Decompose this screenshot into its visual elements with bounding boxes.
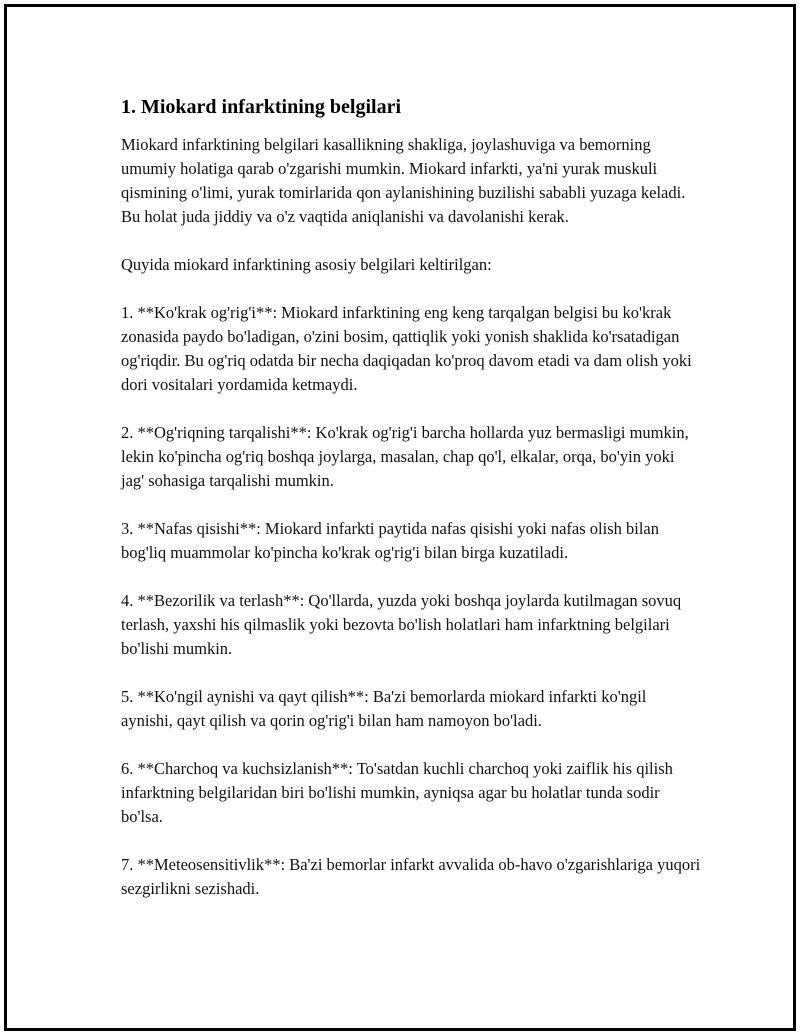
- symptom-item-3: 3. **Nafas qisishi**: Miokard infarkti paytida nafas qisishi yoki nafas olish bilan bog'liq muammolar ko'pincha ko'krak og'rig'i bilan birga kuzatiladi.: [121, 519, 659, 562]
- symptom-item-7: 7. **Meteosensitivlik**: Ba'zi bemorlar infarkt avvalida ob-havo o'zgarishlariga yuqori sezgirlikni sezishadi.: [121, 855, 701, 898]
- symptom-item-2: 2. **Og'riqning tarqalishi**: Ko'krak og'rig'i barcha hollarda yuz bermasligi mumkin, lekin ko'pincha og'riq boshqa joylarga, masalan, chap qo'l, elkalar, orqa, bo'yin yoki jag' sohasiga tarqalishi mumkin.: [121, 423, 689, 490]
- symptom-item-4: 4. **Bezorilik va terlash**: Qo'llarda, yuzda yoki boshqa joylarda kutilmagan sovuq terlash, yaxshi his qilmaslik yoki bezovta bo'lish holatlari ham infarktning belgilari bo'lishi mumkin.: [121, 591, 682, 658]
- page-frame: [4, 4, 796, 1031]
- list-intro-paragraph: Quyida miokard infarktining asosiy belgilari keltirilgan:: [121, 255, 492, 274]
- document-title: 1. Miokard infarktining belgilari: [121, 96, 402, 118]
- symptom-item-1: 1. **Ko'krak og'rig'i**: Miokard infarktining eng keng tarqalgan belgisi bu ko'krak zonasida paydo bo'ladigan, o'zini bosim, qattiqlik yoki yonish shaklida ko'rsatadigan og'riqdir. Bu og'riq odatda bir necha daqiqadan ko'proq davom etadi va dam olish yoki dori vositalari yordamida ketmaydi.: [121, 303, 692, 394]
- intro-paragraph: Miokard infarktining belgilari kasallikning shakliga, joylashuviga va bemorning umumiy holatiga qarab o'zgarishi mumkin. Miokard infarkti, ya'ni yurak muskuli qismining o'limi, yurak tomirlarida qon aylanishining buzilishi sababli yuzaga keladi. Bu holat juda jiddiy va o'z vaqtida aniqlanishi va davolanishi kerak.: [121, 135, 686, 226]
- symptom-item-5: 5. **Ko'ngil aynishi va qayt qilish**: Ba'zi bemorlarda miokard infarkti ko'ngil aynishi, qayt qilish va qorin og'rig'i bilan ham namoyon bo'ladi.: [121, 687, 647, 730]
- symptom-item-6: 6. **Charchoq va kuchsizlanish**: To'satdan kuchli charchoq yoki zaiflik his qilish infarktning belgilaridan biri bo'lishi mumkin, ayniqsa agar bu holatlar tunda sodir bo'lsa.: [121, 759, 673, 826]
- document-body: [121, 95, 701, 901]
